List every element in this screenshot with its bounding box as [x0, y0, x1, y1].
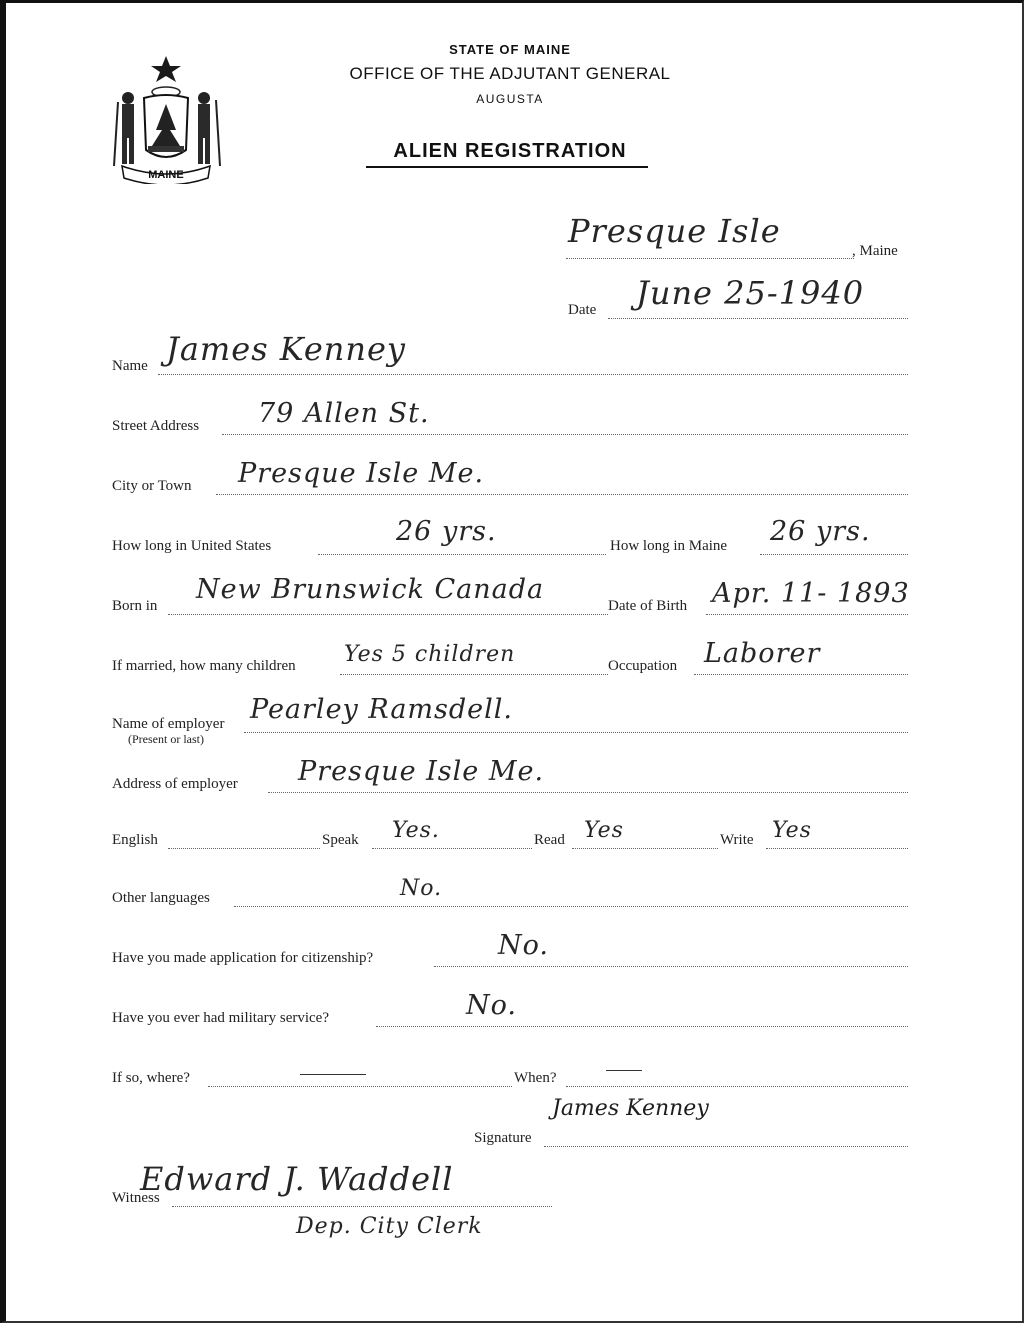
witness-line	[172, 1206, 552, 1207]
how-long-maine-line	[760, 554, 908, 555]
city-town-value: Presque Isle Me.	[238, 458, 485, 489]
employer-address-label: Address of employer	[112, 776, 238, 792]
city-town-line	[216, 494, 908, 495]
military-line	[376, 1026, 908, 1027]
occupation-line	[694, 674, 908, 675]
if-so-where-dash	[300, 1074, 366, 1075]
header-state: STATE OF MAINE	[449, 42, 571, 57]
town-value: Presque Isle	[568, 212, 781, 250]
write-label: Write	[720, 832, 754, 848]
employer-name-label: Name of employer	[112, 716, 225, 732]
seal-text: MAINE	[148, 169, 184, 181]
employer-address-line	[268, 792, 908, 793]
name-line	[158, 374, 908, 375]
employer-name-value: Pearley Ramsdell.	[250, 694, 514, 725]
speak-line	[372, 848, 532, 849]
when-dash	[606, 1070, 642, 1071]
witness-label: Witness	[112, 1190, 160, 1206]
when-label: When?	[514, 1070, 557, 1086]
present-or-last-label: (Present or last)	[128, 732, 204, 746]
how-long-maine-label: How long in Maine	[610, 538, 728, 554]
employer-address-value: Presque Isle Me.	[298, 756, 545, 787]
how-long-maine-value: 26 yrs.	[770, 516, 871, 547]
name-label: Name	[112, 358, 148, 374]
when-line	[566, 1086, 908, 1087]
date-line	[608, 318, 908, 319]
how-long-us-line	[318, 554, 606, 555]
maine-label: , Maine	[852, 243, 898, 259]
occupation-label: Occupation	[608, 658, 678, 674]
occupation-value: Laborer	[704, 638, 821, 669]
military-value: No.	[466, 990, 517, 1021]
born-in-line	[168, 614, 608, 615]
form-title: ALIEN REGISTRATION	[393, 140, 627, 162]
signature-label: Signature	[474, 1130, 532, 1146]
header-office: OFFICE OF THE ADJUTANT GENERAL	[349, 64, 671, 83]
name-value: James Kenney	[166, 330, 406, 368]
other-languages-value: No.	[400, 876, 443, 901]
born-in-label: Born in	[112, 598, 158, 614]
read-line	[572, 848, 718, 849]
citizenship-value: No.	[498, 930, 549, 961]
other-languages-label: Other languages	[112, 890, 210, 906]
military-label: Have you ever had military service?	[112, 1010, 329, 1026]
street-value: 79 Allen St.	[258, 398, 430, 429]
state-seal-icon	[108, 52, 224, 184]
witness-value: Edward J. Waddell	[140, 1160, 454, 1198]
citizenship-label: Have you made application for citizenship?	[112, 950, 374, 966]
how-long-us-value: 26 yrs.	[396, 516, 497, 547]
date-of-birth-label: Date of Birth	[608, 598, 688, 614]
if-so-where-label: If so, where?	[112, 1070, 190, 1086]
married-label: If married, how many children	[112, 658, 296, 674]
witness-title-value: Dep. City Clerk	[296, 1214, 483, 1239]
born-in-value: New Brunswick Canada	[196, 574, 545, 605]
date-value: June 25-1940	[636, 274, 865, 312]
signature-line	[544, 1146, 908, 1147]
city-town-label: City or Town	[112, 478, 192, 494]
street-line	[222, 434, 908, 435]
read-value: Yes	[584, 818, 624, 843]
english-label: English	[112, 832, 158, 848]
married-value: Yes 5 children	[344, 642, 516, 667]
town-line	[566, 258, 854, 259]
write-line	[766, 848, 908, 849]
citizenship-line	[434, 966, 908, 967]
speak-label: Speak	[322, 832, 359, 848]
employer-name-line	[244, 732, 908, 733]
other-languages-line	[234, 906, 908, 907]
if-so-where-line	[208, 1086, 512, 1087]
date-label: Date	[568, 302, 597, 318]
english-line	[168, 848, 320, 849]
how-long-us-label: How long in United States	[112, 538, 272, 554]
title-underline	[366, 166, 648, 168]
speak-value: Yes.	[392, 818, 440, 843]
date-of-birth-value: Apr. 11- 1893	[712, 578, 910, 609]
read-label: Read	[534, 832, 565, 848]
header-city: AUGUSTA	[476, 92, 544, 106]
signature-value: James Kenney	[552, 1096, 709, 1121]
married-line	[340, 674, 608, 675]
date-of-birth-line	[706, 614, 908, 615]
write-value: Yes	[772, 818, 812, 843]
street-label: Street Address	[112, 418, 200, 434]
